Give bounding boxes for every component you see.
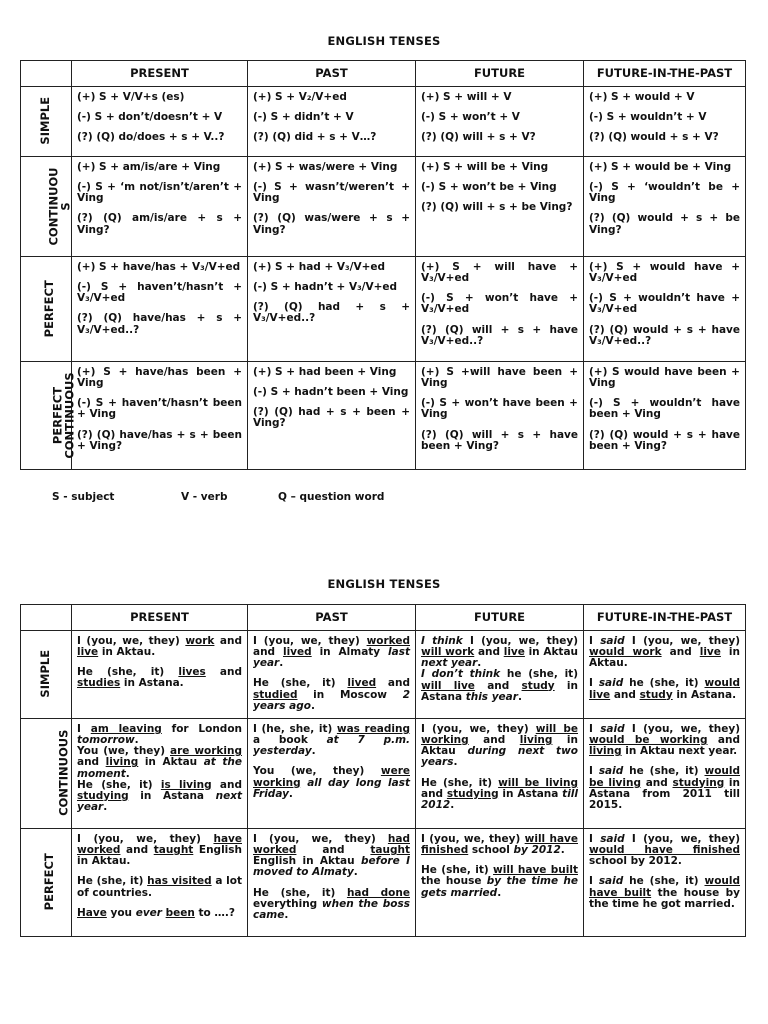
table-row <box>21 87 746 157</box>
cell-continuous-fitp: (+) S + would be + Ving (-) S + ‘wouldn’t be + Ving (?) (Q) would + s + be Ving? <box>584 157 746 257</box>
cell-continuous-future: (+) S + will be + Ving (-) S + won’t be + Ving (?) (Q) will + s + be Ving? <box>416 157 584 257</box>
cell-perfcont-present: (+) S + have/has been + Ving (-) S + haven’t/hasn’t been + Ving (?) (Q) have/has + s + been + Ving? <box>72 362 248 470</box>
example-perfect-future: I (you, we, they) will have finished school by 2012. He (she, it) will have built the house by the time he gets married. <box>416 829 584 937</box>
example-simple-fitp: I said I (you, we, they) would work and live in Aktau. I said he (she, it) would live and study in Astana. <box>584 631 746 719</box>
row-label-continuous: CONTINUOUS <box>21 719 72 829</box>
cell-continuous-past: (+) S + was/were + Ving (-) S + wasn’t/weren’t + Ving (?) (Q) was/were + s + Ving? <box>248 157 416 257</box>
cell-continuous-present: (+) S + am/is/are + Ving (-) S + ‘m not/isn’t/aren’t + Ving (?) (Q) am/is/are + s + Ving? <box>72 157 248 257</box>
example-simple-future: I think I (you, we, they) will work and live in Aktau next year. I don’t think he (she, it) will live and study in Astana this year. <box>416 631 584 719</box>
table-row <box>21 362 746 470</box>
example-continuous-past: I (he, she, it) was reading a book at 7 p.m. yesterday. You (we, they) were working all day long last Friday. <box>248 719 416 829</box>
tenses-examples-table <box>20 604 746 937</box>
header-past: PAST <box>248 61 416 87</box>
header-present: PRESENT <box>72 61 248 87</box>
cell-simple-past: (+) S + V₂/V+ed (-) S + didn’t + V (?) (Q) did + s + V…? <box>248 87 416 157</box>
title-top: ENGLISH TENSES <box>327 34 441 48</box>
title-bottom: ENGLISH TENSES <box>327 577 441 591</box>
example-simple-present: I (you, we, they) work and live in Aktau. He (she, it) lives and studies in Astana. <box>72 631 248 719</box>
table-header-row <box>21 605 746 631</box>
example-continuous-future: I (you, we, they) will be working and living in Aktau during next two years. He (she, it) will be living and studying in Astana till 2012. <box>416 719 584 829</box>
cell-perfect-future: (+) S + will have + V₃/V+ed (-) S + won’t have + V₃/V+ed (?) (Q) will + s + have V₃/V+ed..? <box>416 257 584 362</box>
header-future: FUTURE <box>416 605 584 631</box>
row-label-perfect: PERFECT <box>21 829 72 937</box>
table-row <box>21 257 746 362</box>
cell-perfcont-fitp: (+) S would have been + Ving (-) S + wouldn’t have been + Ving (?) (Q) would + s + have been + Ving? <box>584 362 746 470</box>
cell-simple-future: (+) S + will + V (-) S + won’t + V (?) (Q) will + s + V? <box>416 87 584 157</box>
legend-verb: V - verb <box>181 491 228 503</box>
table-header-row <box>21 61 746 87</box>
row-label-perfect-continuous: PERFECT CONTINUOUS <box>21 362 72 470</box>
table-row <box>21 157 746 257</box>
corner-cell <box>21 61 72 87</box>
row-label-simple: SIMPLE <box>21 87 72 157</box>
cell-perfect-past: (+) S + had + V₃/V+ed (-) S + hadn’t + V₃/V+ed (?) (Q) had + s + V₃/V+ed..? <box>248 257 416 362</box>
header-future-in-the-past: FUTURE-IN-THE-PAST <box>584 605 746 631</box>
example-simple-past: I (you, we, they) worked and lived in Almaty last year. He (she, it) lived and studied in Moscow 2 years ago. <box>248 631 416 719</box>
header-past: PAST <box>248 605 416 631</box>
cell-perfcont-future: (+) S +will have been + Ving (-) S + won’t have been + Ving (?) (Q) will + s + have been + Ving? <box>416 362 584 470</box>
cell-perfcont-past: (+) S + had been + Ving (-) S + hadn’t been + Ving (?) (Q) had + s + been + Ving? <box>248 362 416 470</box>
header-present: PRESENT <box>72 605 248 631</box>
cell-simple-fitp: (+) S + would + V (-) S + wouldn’t + V (?) (Q) would + s + V? <box>584 87 746 157</box>
header-future-in-the-past: FUTURE-IN-THE-PAST <box>584 61 746 87</box>
example-perfect-present: I (you, we, they) have worked and taught English in Aktau. He (she, it) has visited a lot of countries. Have you ever been to ….? <box>72 829 248 937</box>
table-row <box>21 829 746 937</box>
cell-perfect-present: (+) S + have/has + V₃/V+ed (-) S + haven’t/hasn’t + V₃/V+ed (?) (Q) have/has + s + V₃/V+ed..? <box>72 257 248 362</box>
table-row <box>21 719 746 829</box>
legend-question-word: Q – question word <box>278 491 385 503</box>
corner-cell <box>21 605 72 631</box>
table-row <box>21 631 746 719</box>
example-perfect-fitp: I said I (you, we, they) would have finished school by 2012. I said he (she, it) would have built the house by the time he got married. <box>584 829 746 937</box>
example-perfect-past: I (you, we, they) had worked and taught English in Aktau before I moved to Almaty. He (she, it) had done everything when the boss came. <box>248 829 416 937</box>
row-label-perfect: PERFECT <box>21 257 72 362</box>
example-continuous-present: I am leaving for London tomorrow. You (we, they) are working and living in Aktau at the moment. He (she, it) is living and studying in Astana next year. <box>72 719 248 829</box>
example-continuous-fitp: I said I (you, we, they) would be working and living in Aktau next year. I said he (she, it) would be living and studying in Astana from 2011 till 2015. <box>584 719 746 829</box>
cell-simple-present: (+) S + V/V+s (es) (-) S + don’t/doesn’t + V (?) (Q) do/does + s + V..? <box>72 87 248 157</box>
legend-subject: S - subject <box>52 491 115 503</box>
row-label-continuous: CONTINUOU S <box>21 157 72 257</box>
header-future: FUTURE <box>416 61 584 87</box>
row-label-simple: SIMPLE <box>21 631 72 719</box>
tenses-formula-table <box>20 60 746 470</box>
cell-perfect-fitp: (+) S + would have + V₃/V+ed (-) S + wouldn’t have + V₃/V+ed (?) (Q) would + s + have V₃/V+ed..? <box>584 257 746 362</box>
